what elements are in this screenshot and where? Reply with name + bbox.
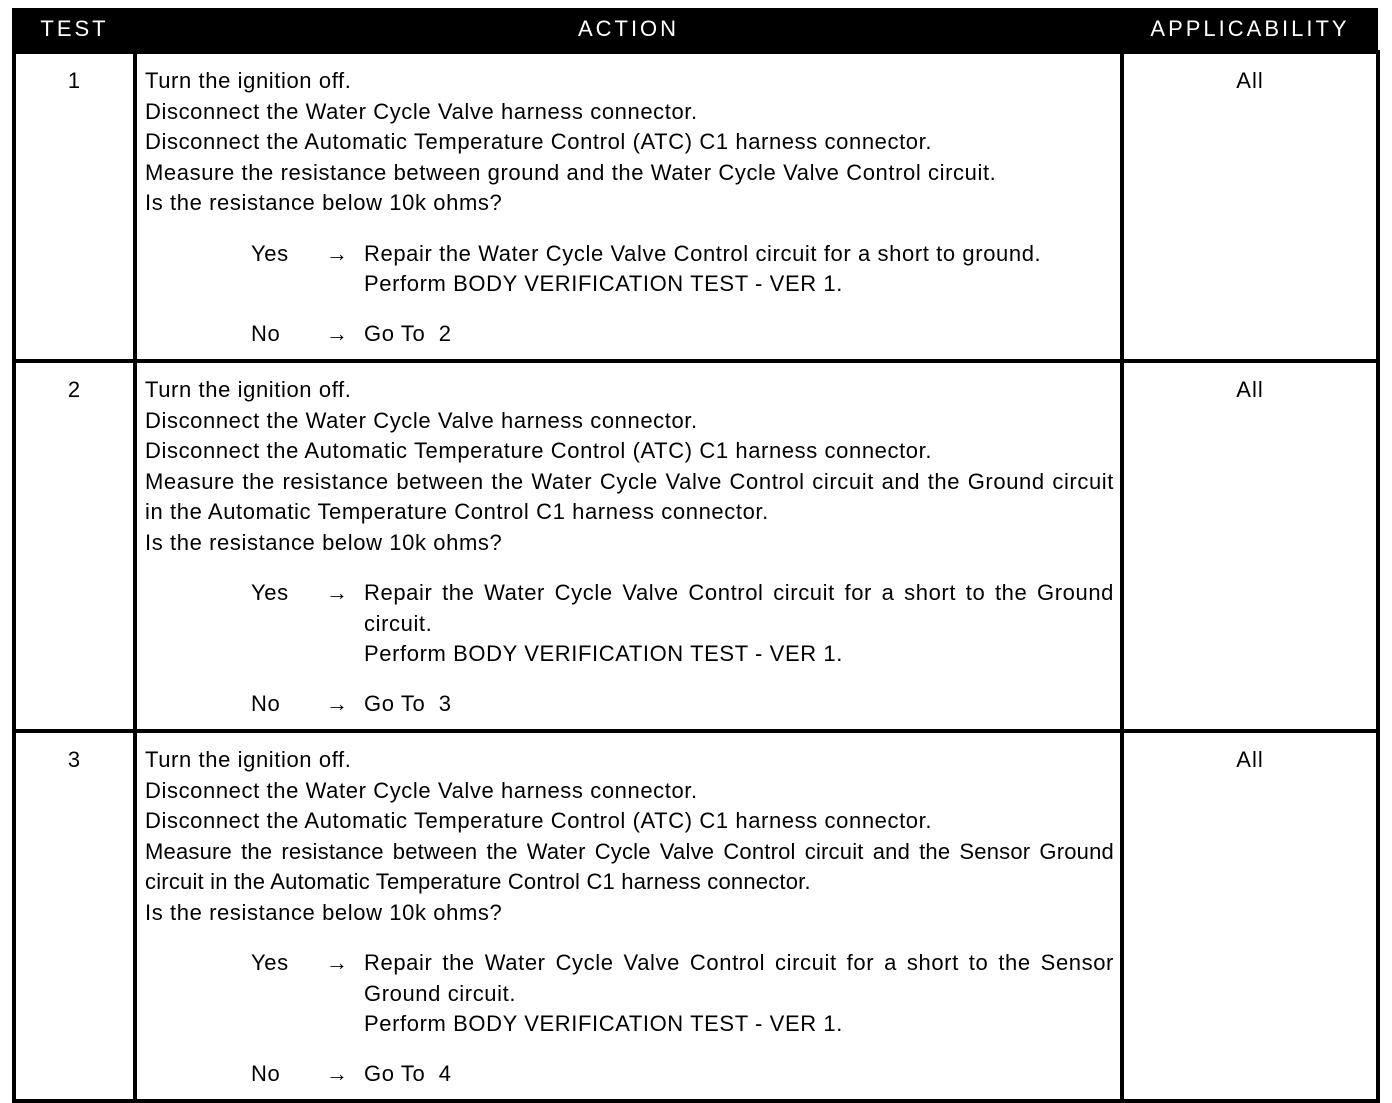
yes-result: Perform BODY VERIFICATION TEST - VER 1. <box>364 271 843 296</box>
action-step: Disconnect the Water Cycle Valve harness connector. <box>145 407 698 433</box>
arrow-icon: → <box>326 690 349 716</box>
no-result: Go To 3 <box>364 690 452 716</box>
action-step: Turn the ignition off. <box>145 68 352 93</box>
no-answer <box>145 1059 1114 1090</box>
arrow-icon: → <box>326 1060 349 1086</box>
test-number: 3 <box>14 731 135 1101</box>
header-action: ACTION <box>135 8 1122 52</box>
diagnostic-test-table <box>12 8 1380 1103</box>
yes-result: Perform BODY VERIFICATION TEST - VER 1. <box>364 1011 843 1036</box>
table-row <box>14 731 1378 1101</box>
yes-label: Yes <box>251 240 289 266</box>
yes-answer <box>145 239 1114 300</box>
action-step: Turn the ignition off. <box>145 747 352 772</box>
yes-label: Yes <box>251 950 289 975</box>
arrow-icon: → <box>326 580 349 605</box>
applicability: All <box>1122 731 1378 1101</box>
no-label: No <box>251 1060 281 1086</box>
no-label: No <box>251 320 281 346</box>
yes-result: Repair the Water Cycle Valve Control circuit for a short to the Ground circuit. <box>364 580 1114 636</box>
action-step: Measure the resistance between ground and the Water Cycle Valve Control circuit. <box>145 159 997 185</box>
applicability: All <box>1122 52 1378 361</box>
no-answer <box>145 689 1114 720</box>
no-answer <box>145 319 1114 350</box>
action-step: Measure the resistance between the Water Cycle Valve Control circuit and the Sensor Ground circuit in the Automatic Temperature Control C1 harness connector. <box>145 838 1114 894</box>
action-step: Disconnect the Automatic Temperature Control (ATC) C1 harness connector. <box>145 438 933 463</box>
action-cell <box>135 52 1122 361</box>
header-applicability: APPLICABILITY <box>1122 8 1378 52</box>
test-number: 1 <box>14 52 135 361</box>
header-test: TEST <box>14 8 135 52</box>
arrow-icon: → <box>326 240 349 266</box>
table-row <box>14 361 1378 731</box>
action-question: Is the resistance below 10k ohms? <box>145 529 503 555</box>
applicability: All <box>1122 361 1378 731</box>
action-cell <box>135 731 1122 1101</box>
action-cell <box>135 361 1122 731</box>
arrow-icon: → <box>326 950 349 975</box>
table-header-row <box>14 8 1378 52</box>
yes-result: Perform BODY VERIFICATION TEST - VER 1. <box>364 641 843 666</box>
action-step: Disconnect the Automatic Temperature Control (ATC) C1 harness connector. <box>145 808 933 833</box>
action-question: Is the resistance below 10k ohms? <box>145 190 503 215</box>
yes-result: Repair the Water Cycle Valve Control circuit for a short to ground. <box>364 240 1042 266</box>
action-step: Disconnect the Automatic Temperature Control (ATC) C1 harness connector. <box>145 129 933 154</box>
yes-answer <box>145 948 1114 1040</box>
action-step: Disconnect the Water Cycle Valve harness connector. <box>145 98 698 124</box>
yes-label: Yes <box>251 580 289 605</box>
no-result: Go To 2 <box>364 320 452 346</box>
action-question: Is the resistance below 10k ohms? <box>145 899 503 925</box>
table-row <box>14 52 1378 361</box>
action-step: Turn the ignition off. <box>145 377 352 402</box>
no-result: Go To 4 <box>364 1060 452 1086</box>
action-step: Disconnect the Water Cycle Valve harness connector. <box>145 777 698 803</box>
test-number: 2 <box>14 361 135 731</box>
yes-answer <box>145 578 1114 670</box>
yes-result: Repair the Water Cycle Valve Control circuit for a short to the Sensor Ground circuit. <box>364 950 1114 1006</box>
arrow-icon: → <box>326 320 349 346</box>
action-step: Measure the resistance between the Water Cycle Valve Control circuit and the Ground circuit in the Automatic Temperature Control C1 harness connector. <box>145 468 1114 524</box>
no-label: No <box>251 690 281 716</box>
